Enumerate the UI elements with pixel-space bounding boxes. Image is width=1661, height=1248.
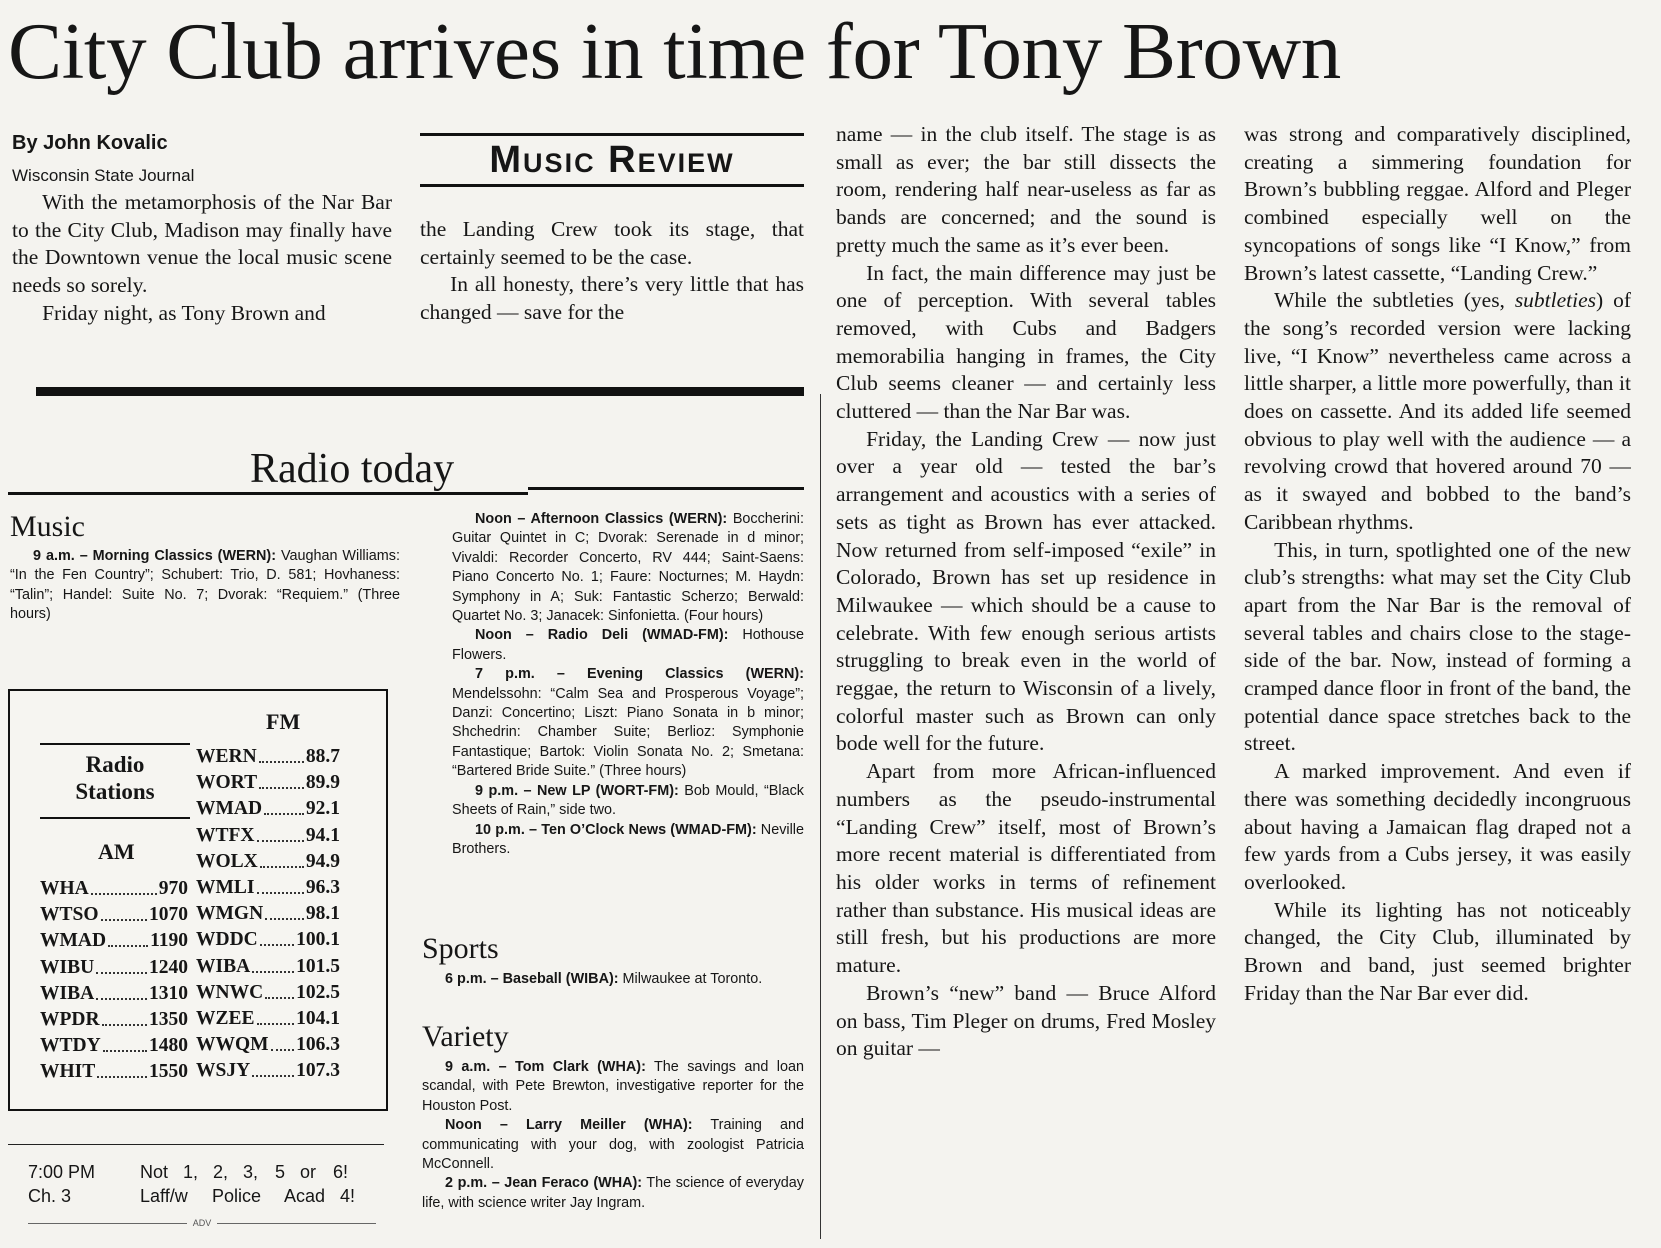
station-frequency: 1190 [150, 930, 188, 952]
article-paragraph: In fact, the main difference may just be one of perception. With several tables removed, with Cubs and Badgers memorabilia hanging in frames, the City Club seems cleaner — and certainly less cluttered — than the Nar Bar was. [836, 260, 1216, 424]
station-row [196, 955, 340, 979]
station-frequency: 1550 [149, 1061, 188, 1083]
station-row [196, 902, 340, 926]
station-frequency: 107.3 [296, 1060, 340, 1082]
music-review-label: Music Review [489, 138, 735, 181]
station-frequency: 104.1 [296, 1008, 340, 1029]
article-paragraph: A marked improvement. And even if there was something decidedly incongruous about having a Jamaican flag draped not a few yards from a Cubs jersey, it was easily overlooked. [1244, 759, 1631, 894]
station-row [40, 929, 188, 953]
listing-item [422, 970, 804, 989]
ad-rule [8, 1144, 38, 1145]
ad-rule [38, 1144, 384, 1145]
station-call: WMGN [196, 903, 264, 925]
listing-body: Neville Brothers. [452, 821, 804, 857]
ad-footer-rule [28, 1223, 187, 1224]
stations-title-line: Radio [85, 752, 145, 777]
variety-heading: Variety [422, 1020, 509, 1053]
listing-item [422, 1058, 804, 1116]
article-paragraph: Apart from more African-influenced numbers as the pseudo-instrumental “Landing Crew” itself, most of Brown’s more recent material is differentiated from his older works in terms of refinement rather than substance. His musical ideas are still fresh, but his productions are more mature. [836, 759, 1216, 978]
radio-section-title: Radio today [250, 446, 455, 492]
music-listings [10, 547, 400, 625]
listing-body: The science of everyday life, with science writer Jay Ingram. [422, 1175, 804, 1211]
station-frequency: 1480 [149, 1035, 188, 1057]
station-row [196, 876, 340, 900]
station-call: WTDY [40, 1035, 101, 1057]
article-paragraph: was strong and comparatively disciplined, creating a simmering foundation for Brown’s bubbling reggae. Alford and Pleger combined especially well on the syncopations of songs like “I Know,” from Brown’s latest cassette, “Landing Crew.” [1244, 122, 1631, 285]
tv-ad-word: Police [212, 1186, 262, 1206]
station-frequency: 89.9 [305, 772, 340, 794]
article-paragraph: Friday, the Landing Crew — now just over a year old — tested the bar’s arrangement and acoustics with a series of sets as tight as Brown has ever attacked. Now returned from self-imposed “exile” in Colorado, Brown has set up residence in Milwaukee — which should be a cause to celebrate. With few enough serious artists struggling to break even in the world of reggae, the return to Wisconsin of a lively, colorful master such as Brown can only bode well for the future. [836, 426, 1216, 756]
station-frequency: 92.1 [305, 798, 340, 820]
tv-ad-word: 4! [340, 1186, 356, 1206]
station-frequency: 100.1 [296, 929, 340, 951]
station-call: WIBU [40, 956, 95, 978]
station-frequency: 94.1 [305, 824, 340, 846]
station-row [196, 1059, 340, 1083]
leader-dots [264, 797, 304, 815]
station-call: WHA [40, 878, 89, 899]
station-row [40, 877, 188, 901]
tv-ad-word: 1, [183, 1162, 199, 1182]
leader-dots [252, 955, 294, 973]
music-heading: Music [10, 510, 85, 543]
station-call: WNWC [196, 981, 264, 1003]
station-call: WDDC [196, 929, 258, 951]
station-call: WORT [196, 772, 258, 794]
listing-head: 9 a.m. – Tom Clark (WHA): [445, 1059, 646, 1075]
listing-item [452, 510, 804, 626]
stations-title [40, 751, 190, 805]
station-frequency: 98.1 [305, 903, 340, 925]
station-row [196, 928, 340, 952]
station-frequency: 106.3 [296, 1034, 340, 1056]
leader-dots [271, 1033, 295, 1051]
article-paragraph: Brown’s “new” band — Bruce Alford on bass, Tim Pleger on drums, Fred Mosley on guitar — [836, 980, 1216, 1061]
leader-dots [257, 876, 304, 894]
station-row [196, 797, 340, 821]
tv-ad-word: 6! [333, 1162, 349, 1182]
station-call: WHIT [40, 1061, 96, 1083]
leader-dots [259, 745, 304, 763]
station-call: WIBA [196, 955, 251, 977]
article-column-3 [836, 121, 1216, 1241]
tv-ad-word: Acad [284, 1186, 326, 1206]
station-frequency: 101.5 [296, 955, 340, 977]
text-run: While the subtleties (yes, [1274, 288, 1515, 313]
leader-dots [108, 929, 148, 947]
station-frequency: 94.9 [305, 850, 340, 872]
leader-dots [96, 956, 147, 974]
leader-dots [257, 1007, 295, 1025]
leader-dots [101, 903, 147, 921]
station-call: WIBA [40, 982, 95, 1004]
station-frequency: 88.7 [305, 746, 340, 767]
listing-body: Mendelssohn: “Calm Sea and Prosperous Voyage”; Danzi: Concertino; Liszt: Piano Sonata in b minor; Shchedrin: Chamber Suite; Berlioz: Symphonie Fantastique; Bartok: Violin Sonata No. 2; Smetana: “Bartered Bride Suite.” (Three hours) [452, 685, 804, 780]
listing-item [452, 782, 804, 821]
ad-footer-rule [217, 1223, 376, 1224]
article-paragraph: the Landing Crew took its stage, that certainly seemed to be the case. [420, 217, 804, 269]
listing-head: 2 p.m. – Jean Feraco (WHA): [445, 1175, 643, 1192]
tv-ad-word: 3, [243, 1162, 259, 1182]
station-row [196, 850, 340, 874]
listing-head: 9 p.m. – New LP (WORT-FM): [475, 782, 679, 799]
listing-item [422, 1174, 804, 1213]
station-row [196, 771, 340, 795]
listing-item [422, 1116, 804, 1174]
tv-ad-word: or [300, 1162, 317, 1182]
listing-body: Milwaukee at Toronto. [618, 971, 763, 987]
station-row [196, 824, 340, 848]
listing-head: Noon – Radio Deli (WMAD-FM): [475, 627, 729, 644]
fm-label: FM [266, 709, 301, 734]
station-frequency: 1350 [149, 1009, 188, 1030]
listing-body: Boccherini: Guitar Quintet in C; Dvorak: Serenade in d minor; Vivaldi: Recorder Concerto, RV 444; Saint-Saens: Piano Concerto No. 1; Faure: Nocturnes; M. Haydn: Symphony in A; Suk: Fantastic Scherzo; Berwald: Quartet No. 3; Janacek: Sinfonietta. (Four hours) [452, 511, 804, 625]
italic-emphasis: subtleties [1514, 288, 1597, 313]
article-paragraph: Friday night, as Tony Brown and [42, 300, 326, 325]
station-row [40, 1034, 188, 1058]
leader-dots [257, 824, 304, 842]
listing-item [10, 547, 400, 625]
article-paragraph: In all honesty, there’s very little that has changed — save for the [420, 272, 804, 325]
station-call: WPDR [40, 1009, 100, 1030]
listing-head: Noon – Afternoon Classics (WERN): [475, 511, 728, 527]
leader-dots [259, 771, 304, 789]
box-rule [40, 743, 190, 745]
station-row [196, 1033, 340, 1057]
sports-listings [422, 970, 804, 989]
sports-heading: Sports [422, 932, 499, 965]
station-row [196, 1007, 340, 1031]
stations-title-line: Stations [75, 779, 155, 804]
article-paragraph: While its lighting has not noticeably changed, the City Club, illuminated by Brown and band, just seemed brighter Friday than the Nar Bar ever did. [1244, 897, 1631, 1005]
listing-head: 7 p.m. – Evening Classics (WERN): [475, 666, 804, 683]
station-call: WMAD [196, 798, 263, 820]
station-call: WTSO [40, 904, 99, 926]
listing-item [452, 821, 804, 860]
listing-item [452, 665, 804, 781]
station-row [196, 981, 340, 1005]
leader-dots [260, 850, 304, 868]
station-call: WMLI [196, 877, 255, 898]
radio-stations-box [8, 689, 388, 1111]
listing-body: Training and communicating with your dog, with zoologist Patricia McConnell. [422, 1117, 804, 1173]
station-call: WSJY [196, 1060, 251, 1082]
station-row [40, 903, 188, 927]
listing-body: Bob Mould, “Black Sheets of Rain,” side two. [452, 782, 804, 819]
headline: City Club arrives in time for Tony Brown [8, 6, 1341, 96]
article-paragraph: With the metamorphosis of the Nar Bar to the City Club, Madison may finally have the Downtown venue the local music scene needs so sorely. [12, 190, 392, 298]
music-review-banner [420, 133, 804, 187]
tv-ad-word: 2, [213, 1162, 229, 1182]
column-divider [820, 394, 821, 1239]
tv-ad-word: Laff/w [140, 1186, 188, 1206]
station-frequency: 96.3 [305, 877, 340, 898]
tv-ad-time: 7:00 PM [28, 1162, 96, 1182]
leader-dots [265, 902, 304, 920]
text-run: ) of the song’s recorded version were lacking live, “I Know” nevertheless came across a little sharper, a little more powerfully, than it does on cassette. And its added life seemed obvious to play well with the audience — a revolving crowd that hovered around 70 — as it swayed and bobbed to the band’s Caribbean rhythms. [1244, 288, 1631, 534]
station-call: WERN [196, 746, 257, 767]
station-frequency: 1070 [149, 904, 188, 926]
station-frequency: 1310 [149, 982, 188, 1004]
radio-title-rule [528, 487, 804, 490]
leader-dots [97, 1060, 147, 1078]
station-call: WMAD [40, 930, 107, 952]
article-column-2 [420, 216, 804, 361]
station-row [196, 745, 340, 769]
tv-ad-word: 5 [275, 1162, 286, 1182]
station-row [40, 1060, 188, 1084]
listing-head: 6 p.m. – Baseball (WIBA): [445, 971, 619, 987]
leader-dots [91, 877, 157, 895]
station-call: WOLX [196, 850, 258, 872]
article-column-1 [12, 189, 392, 359]
station-frequency: 1240 [149, 956, 188, 978]
leader-dots [103, 1034, 147, 1052]
am-label: AM [98, 839, 135, 864]
station-call: WWQM [196, 1034, 269, 1056]
adv-label: ADV [192, 1218, 212, 1228]
leader-dots [102, 1008, 147, 1026]
listing-body: Hothouse Flowers. [452, 627, 804, 663]
section-divider [36, 387, 804, 396]
article-column-4 [1244, 121, 1631, 1241]
byline: By John Kovalic [12, 132, 168, 154]
listing-item [452, 626, 804, 665]
listing-body: The savings and loan scandal, with Pete Brewton, investigative reporter for the Houston Post. [422, 1059, 804, 1114]
listing-head: 9 a.m. – Morning Classics (WERN): [33, 548, 277, 564]
listing-head: 10 p.m. – Ten O’Clock News (WMAD-FM): [475, 821, 757, 838]
box-rule [40, 817, 190, 819]
publication-credit: Wisconsin State Journal [12, 166, 195, 185]
leader-dots [96, 982, 147, 1000]
leader-dots [260, 928, 294, 946]
article-paragraph [1244, 287, 1631, 536]
listing-body: Vaughan Williams: “In the Fen Country”; Schubert: Trio, D. 581; Hovhaness: “Talin”; Handel: Suite No. 7; Dvorak: “Requiem.” (Three hours) [10, 548, 400, 623]
station-frequency: 970 [158, 878, 188, 899]
listing-head: Noon – Larry Meiller (WHA): [445, 1117, 693, 1134]
station-row [40, 1008, 188, 1032]
tv-ad-channel: Ch. 3 [28, 1186, 72, 1206]
ad-footer [28, 1216, 376, 1230]
station-frequency: 102.5 [296, 981, 340, 1003]
station-call: WZEE [196, 1008, 255, 1029]
radio-title-rule [8, 492, 528, 495]
station-call: WTFX [196, 824, 255, 846]
leader-dots [252, 1059, 294, 1077]
tv-ad-word: Not [140, 1162, 169, 1182]
station-row [40, 956, 188, 980]
station-row [40, 982, 188, 1006]
variety-listings [422, 1058, 804, 1213]
leader-dots [265, 981, 294, 999]
article-paragraph: name — in the club itself. The stage is as small as ever; the bar still dissects the room, rendering half near-useless as far as bands are concerned; and the sound is pretty much the same as it’s ever been. [836, 122, 1216, 257]
article-paragraph: This, in turn, spotlighted one of the new club’s strengths: what may set the City Club apart from the Nar Bar is the removal of several tables and chairs close to the stage-side of the bar. Now, instead of forming a cramped dance floor in front of the band, the potential dance space stretches back to the street. [1244, 537, 1631, 756]
